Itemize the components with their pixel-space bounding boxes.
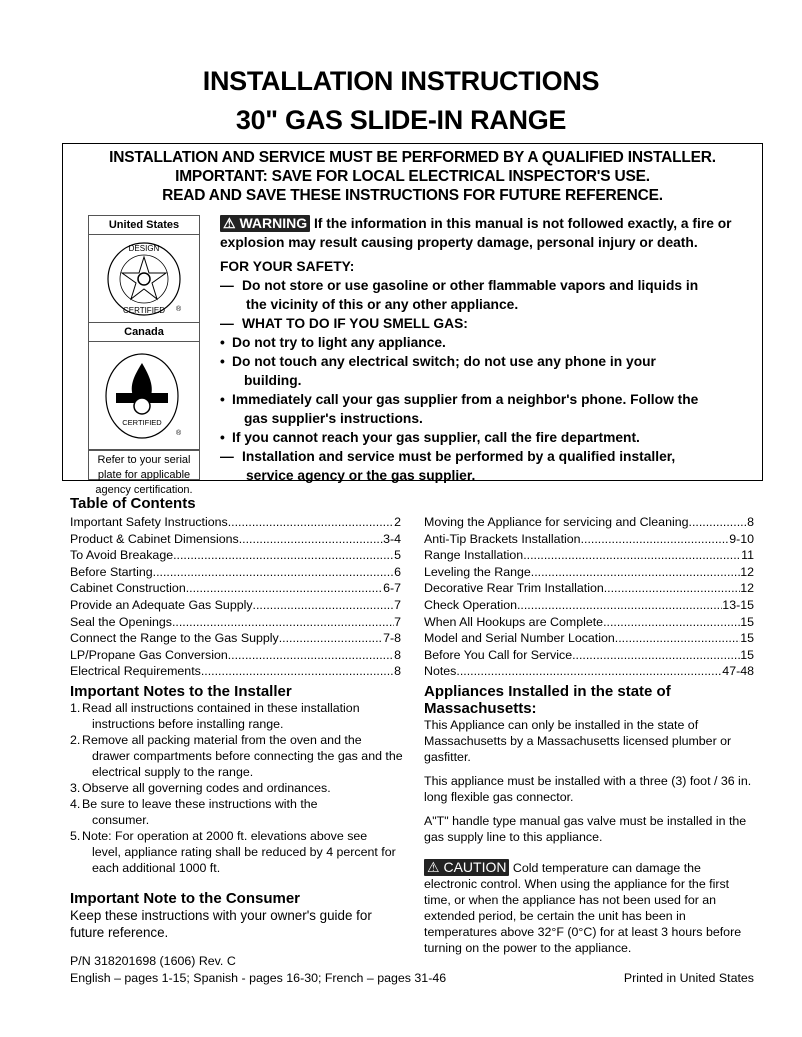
note-item [70, 732, 405, 780]
toc-entry-page: 7 [394, 597, 401, 612]
note-text-a: Read all instructions contained in these installation [82, 701, 360, 715]
warning-badge: ⚠ WARNING [220, 215, 310, 232]
toc-entry-title: LP/Propane Gas Conversion [70, 647, 228, 662]
toc-entry[interactable] [424, 547, 754, 564]
warning-line [220, 390, 750, 428]
note-text-b: instructions before installing range. [92, 717, 284, 731]
massachusetts-title: Appliances Installed in the state of Massachusetts: [424, 683, 671, 717]
line-text-b: building. [244, 373, 302, 388]
toc-entry-page: 13-15 [722, 597, 754, 612]
language-pages: English – pages 1-15; Spanish - pages 16-30; French – pages 31-46 [70, 971, 447, 985]
line-marker: — [220, 449, 234, 464]
toc-entry-page: 6-7 [383, 581, 401, 596]
warning-block [220, 214, 750, 485]
note-number: 5. [70, 829, 81, 843]
toc-dot-leader [456, 663, 722, 680]
line-marker: • [220, 392, 225, 407]
safety-box [62, 143, 763, 496]
toc-entry-page: 47-48 [722, 664, 754, 679]
toc-entry[interactable] [424, 663, 754, 680]
toc-entry-page: 11 [741, 548, 754, 563]
caution-text: Cold temperature can damage the electronic control. When using the appliance for the first time, or when the appliance has not been used for an extended period, be certain the unit has been in temperatures above 32°F (0°C) for at least 3 hours before turning on the power to the appliance. [424, 861, 742, 955]
toc-entry-page: 6 [394, 564, 401, 579]
toc-entry-page: 15 [740, 614, 754, 629]
note-text [82, 780, 405, 796]
toc-entry[interactable] [424, 531, 754, 548]
note-text-b: drawer compartments before connecting the gas and the electrical supply to the range. [92, 749, 403, 779]
line-text-a: Do not touch any electrical switch; do not use any phone in your [232, 354, 656, 369]
certification-panel [88, 215, 200, 496]
massachusetts-p3: A"T" handle type manual gas valve must be installed in the gas supply line to this appliance. [424, 814, 747, 844]
line-text [232, 333, 446, 352]
consumer-note-text: Keep these instructions with your owner's guide for future reference. [70, 908, 372, 940]
massachusetts-section [424, 683, 754, 956]
safety-heading: FOR YOUR SAFETY: [220, 259, 355, 274]
svg-text:DESIGN: DESIGN [128, 243, 160, 253]
toc-entry-title: Notes [424, 664, 457, 679]
toc-entry-title: Model and Serial Number Location [424, 631, 615, 646]
toc-dot-leader [517, 597, 722, 614]
toc-entry[interactable] [424, 647, 754, 664]
toc-entry[interactable] [70, 647, 401, 664]
warning-line [220, 314, 750, 333]
toc-entry-page: 8 [394, 664, 401, 679]
svg-text:®: ® [176, 305, 182, 313]
document-title-line1: INSTALLATION INSTRUCTIONS [202, 66, 600, 96]
toc-entry-title: To Avoid Breakage [70, 548, 174, 563]
warning-text: If the information in this manual is not followed exactly, a fire or explosion may result causing property damage, personal injury or death. [220, 216, 732, 250]
toc-entry[interactable] [70, 564, 401, 581]
toc-entry-page: 15 [740, 647, 754, 662]
caution-badge: ⚠ CAUTION [424, 859, 509, 876]
toc-entry[interactable] [70, 547, 401, 564]
line-text [242, 314, 468, 333]
line-text-b: gas supplier's instructions. [244, 411, 423, 426]
toc-entry-page: 5 [394, 548, 401, 563]
toc-entry[interactable] [70, 614, 401, 631]
toc-dot-leader [228, 647, 394, 664]
toc-entry[interactable] [424, 630, 754, 647]
line-text-a: Do not try to light any appliance. [232, 335, 446, 350]
line-marker: — [220, 278, 234, 293]
line-text [232, 390, 698, 428]
toc-entry-page: 9-10 [729, 531, 754, 546]
note-text-a: Observe all governing codes and ordinances. [82, 781, 331, 795]
note-item [70, 700, 405, 732]
toc-dot-leader [531, 564, 740, 581]
massachusetts-p1: This Appliance can only be installed in the state of Massachusetts by a Massachusetts licensed plumber or gasfitter. [424, 718, 732, 764]
line-text-a: WHAT TO DO IF YOU SMELL GAS: [242, 316, 468, 331]
warning-line [220, 276, 750, 314]
toc-dot-leader [603, 614, 740, 631]
note-text-a: Remove all packing material from the oven and the [82, 733, 362, 747]
line-text [232, 428, 640, 447]
toc-entry[interactable] [424, 597, 754, 614]
document-title-line2: 30" GAS SLIDE-IN RANGE [235, 105, 567, 135]
toc-dot-leader [186, 580, 383, 597]
note-item [70, 828, 405, 876]
line-text [232, 352, 656, 390]
line-text [242, 276, 698, 314]
svg-text:CERTIFIED: CERTIFIED [122, 417, 162, 427]
toc-entry[interactable] [424, 514, 754, 531]
toc-entry-title: Connect the Range to the Gas Supply [70, 631, 279, 646]
toc-dot-leader [239, 531, 383, 548]
line-text-a: Installation and service must be performed by a qualified installer, [242, 449, 676, 464]
toc-dot-leader [279, 630, 383, 647]
toc-entry-page: 7-8 [383, 631, 401, 646]
toc-entry-title: Seal the Openings [70, 614, 172, 629]
line-text [242, 447, 675, 485]
toc-dot-leader [689, 514, 748, 531]
svg-text:®: ® [176, 429, 182, 437]
note-text [82, 732, 405, 780]
toc-dot-leader [201, 663, 394, 680]
toc-dot-leader [228, 514, 394, 531]
note-number: 1. [70, 701, 81, 715]
toc-entry-title: Check Operation [424, 597, 517, 612]
note-text [82, 828, 405, 876]
toc-title: Table of Contents [70, 495, 196, 512]
line-text-a: Immediately call your gas supplier from a neighbor's phone. Follow the [232, 392, 699, 407]
warning-line [220, 333, 750, 352]
toc-entry-title: Electrical Requirements [70, 664, 201, 679]
installer-notes [70, 683, 405, 941]
caution-block [424, 859, 754, 956]
toc-entry[interactable] [70, 514, 401, 531]
toc-entry-page: 15 [740, 631, 754, 646]
installer-notes-title: Important Notes to the Installer [70, 683, 292, 700]
toc-dot-leader [173, 547, 394, 564]
line-marker: — [220, 316, 234, 331]
header-line: INSTALLATION AND SERVICE MUST BE PERFORMED BY A QUALIFIED INSTALLER. [109, 149, 716, 166]
line-text-b: service agency or the gas supplier. [246, 468, 476, 483]
toc-dot-leader [604, 580, 740, 597]
toc-entry-title: Provide an Adequate Gas Supply [70, 597, 253, 612]
toc-entry-page: 8 [394, 647, 401, 662]
toc-entry[interactable] [70, 531, 401, 548]
note-number: 3. [70, 781, 81, 795]
toc-entry[interactable] [424, 564, 754, 581]
note-text [82, 796, 405, 828]
note-text-a: Note: For operation at 2000 ft. elevations above see [82, 829, 368, 843]
line-marker: • [220, 335, 225, 350]
csa-design-certified-logo [89, 235, 199, 323]
warning-line [220, 352, 750, 390]
note-number: 2. [70, 733, 81, 747]
line-marker: • [220, 354, 225, 369]
cert-note: Refer to your serial plate for applicable agency certification. [89, 450, 199, 498]
toc-entry-page: 2 [394, 515, 401, 529]
toc-entry[interactable] [70, 630, 401, 647]
toc-entry-title: Decorative Rear Trim Installation [424, 581, 604, 596]
note-item [70, 780, 405, 796]
toc-entry[interactable] [424, 580, 754, 597]
line-text-b: the vicinity of this or any other appliance. [246, 297, 519, 312]
header-line: IMPORTANT: SAVE FOR LOCAL ELECTRICAL INSPECTOR'S USE. [175, 168, 650, 185]
line-text-a: Do not store or use gasoline or other flammable vapors and liquids in [242, 278, 699, 293]
toc-dot-leader [253, 597, 395, 614]
toc-entry-title: Before Starting [70, 564, 153, 579]
toc-entry[interactable] [424, 614, 754, 631]
toc-entry-title: Moving the Appliance for servicing and Cleaning [424, 515, 689, 529]
line-marker: • [220, 430, 225, 445]
toc-entry-title: Range Installation [424, 548, 524, 563]
toc-entry-title: Cabinet Construction [70, 581, 186, 596]
consumer-note-title: Important Note to the Consumer [70, 890, 301, 907]
toc-dot-leader [153, 564, 394, 581]
cert-canada-label: Canada [89, 323, 199, 342]
toc-entry-title: Leveling the Range [424, 564, 531, 579]
toc-dot-leader [523, 547, 741, 564]
toc-entry-page: 8 [747, 515, 754, 529]
note-item [70, 796, 405, 828]
toc-entry-title: When All Hookups are Complete [424, 614, 604, 629]
massachusetts-p2: This appliance must be installed with a three (3) foot / 36 in. long flexible gas connector. [424, 774, 752, 804]
csa-certified-flame-logo [89, 342, 199, 450]
warning-line [220, 428, 750, 447]
line-text-a: If you cannot reach your gas supplier, call the fire department. [232, 430, 640, 445]
toc-entry-page: 12 [740, 581, 754, 596]
note-text-b: level, appliance rating shall be reduced by 4 percent for each additional 1000 ft. [92, 845, 396, 875]
toc-dot-leader [572, 647, 740, 664]
toc-dot-leader [172, 614, 394, 631]
toc-entry-page: 7 [394, 614, 401, 629]
note-text-a: Be sure to leave these instructions with the [82, 797, 318, 811]
toc-entry[interactable] [70, 663, 401, 680]
cert-us-label: United States [89, 216, 199, 235]
printed-in: Printed in United States [623, 971, 754, 985]
warning-line [220, 447, 750, 485]
toc-entry[interactable] [70, 580, 401, 597]
toc-entry-title: Anti-Tip Brackets Installation [424, 531, 581, 546]
toc-dot-leader [615, 630, 740, 647]
header-line: READ AND SAVE THESE INSTRUCTIONS FOR FUTURE REFERENCE. [162, 187, 663, 204]
toc-entry-page: 12 [740, 564, 754, 579]
toc-entry[interactable] [70, 597, 401, 614]
toc-entry-title: Before You Call for Service [424, 647, 573, 662]
toc-entry-title: Important Safety Instructions [70, 515, 228, 529]
toc-entry-page: 3-4 [383, 531, 401, 546]
note-text [82, 700, 405, 732]
svg-text:CERTIFIED: CERTIFIED [122, 305, 166, 315]
toc-entry-title: Product & Cabinet Dimensions [70, 531, 239, 546]
note-text-b: consumer. [92, 813, 150, 827]
toc-dot-leader [581, 531, 730, 548]
part-number: P/N 318201698 (1606) Rev. C [70, 954, 236, 968]
note-number: 4. [70, 797, 81, 811]
